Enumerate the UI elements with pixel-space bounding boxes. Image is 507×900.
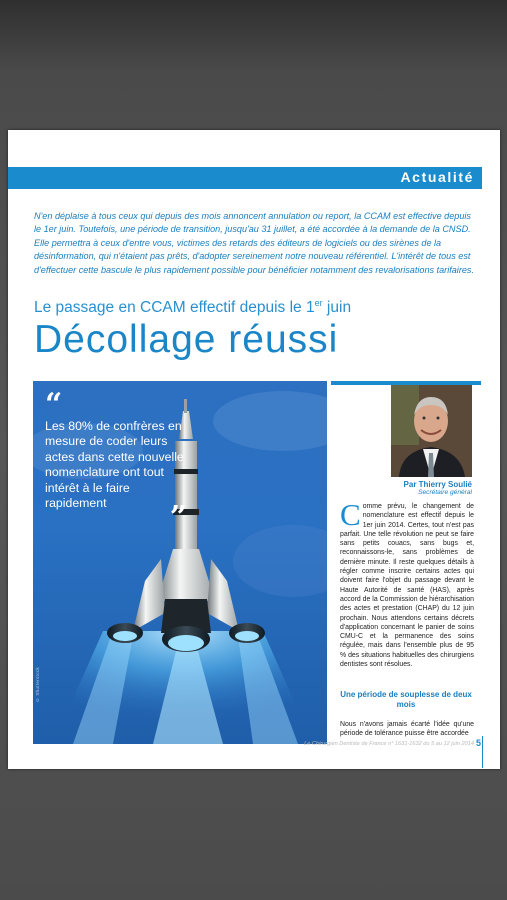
author-role: Secrétaire général — [418, 489, 472, 496]
section-label: Actualité — [400, 169, 474, 185]
body-paragraph-text: omme prévu, le changement de nomenclature est effectif depuis le 1er juin 2014. Certes, tout n'est pas parfait. Une telle révolution ne peut se faire sans petits couacs, sans bugs et, reconnaissons-le, sans problèmes de dernière minute. Il reste quelques détails à régler comme inscrire certains actes qui doivent faire l'objet du passage devant le Haute Autorité de santé (HAS), après accord de la Commission de hiérarchisation des actes et prestation (CHAP) du 12 juin prochain. Nous attendons certains décrets d'application concernant le panier de soins CMU-C et la permanence des soins régulée, mais dans l'ensemble plus de 95 % des situations habituelles des chirurgiens dentistes sont résolues. — [340, 503, 474, 669]
magazine-page — [8, 130, 500, 769]
overtitle-text-end: juin — [322, 299, 352, 317]
overtitle-text: Le passage en CCAM effectif depuis le 1 — [34, 299, 315, 317]
author-photo-icon — [391, 385, 472, 477]
footer-citation: Le Chirurgien Dentiste de France n° 1631-1632 du 5 au 12 juin 2014 — [304, 741, 474, 747]
body-continuation: Nous n'avons jamais écarté l'idée qu'une période de tolérance puisse être accordée — [340, 721, 474, 738]
section-band — [8, 167, 482, 189]
open-quote-mark: “ — [45, 387, 63, 422]
rocket-illustration — [33, 381, 327, 744]
headline: Décollage réussi — [34, 318, 339, 361]
right-booster — [207, 559, 239, 631]
author-name: Par Thierry Soulié — [403, 480, 472, 489]
lead-paragraph: N'en déplaise à tous ceux qui depuis des mois annoncent annulation ou report, la CCAM est effective depuis le 1er juin. Toutefois, une période de transition, jusqu'au 31 juillet, a été accordée à la demande de la CNSD. Elle permettra à ceux d'entre vous, victimes des retards des éditeurs de logiciels ou des sirènes de la désinformation, qui n'étaient pas prêts, d'adopter sereinement notre nouveau référentiel. L'intérêt de tous est d'effectuer cette bascule le plus rapidement possible pour bénéficier notamment des revalorisations tarifaires. — [34, 211, 474, 275]
footer-rule — [482, 736, 483, 768]
photo-credit: © Shutterstock — [35, 667, 40, 703]
body-paragraph — [340, 497, 474, 669]
overtitle-superscript: er — [314, 298, 323, 308]
byline — [338, 480, 472, 496]
pull-quote — [45, 387, 187, 536]
left-booster — [133, 559, 165, 631]
author-portrait — [391, 385, 472, 477]
drop-cap: C — [340, 497, 361, 532]
overtitle — [34, 298, 474, 317]
page-number: 5 — [476, 738, 482, 748]
subheading: Une période de souplesse de deux mois — [340, 690, 472, 709]
pull-quote-text: Les 80% de confrères en mesure de coder leurs actes dans cette nouvelle nomenclature ont tout intérêt à le faire rapidement — [45, 419, 184, 511]
close-quote-mark: ” — [169, 500, 187, 536]
